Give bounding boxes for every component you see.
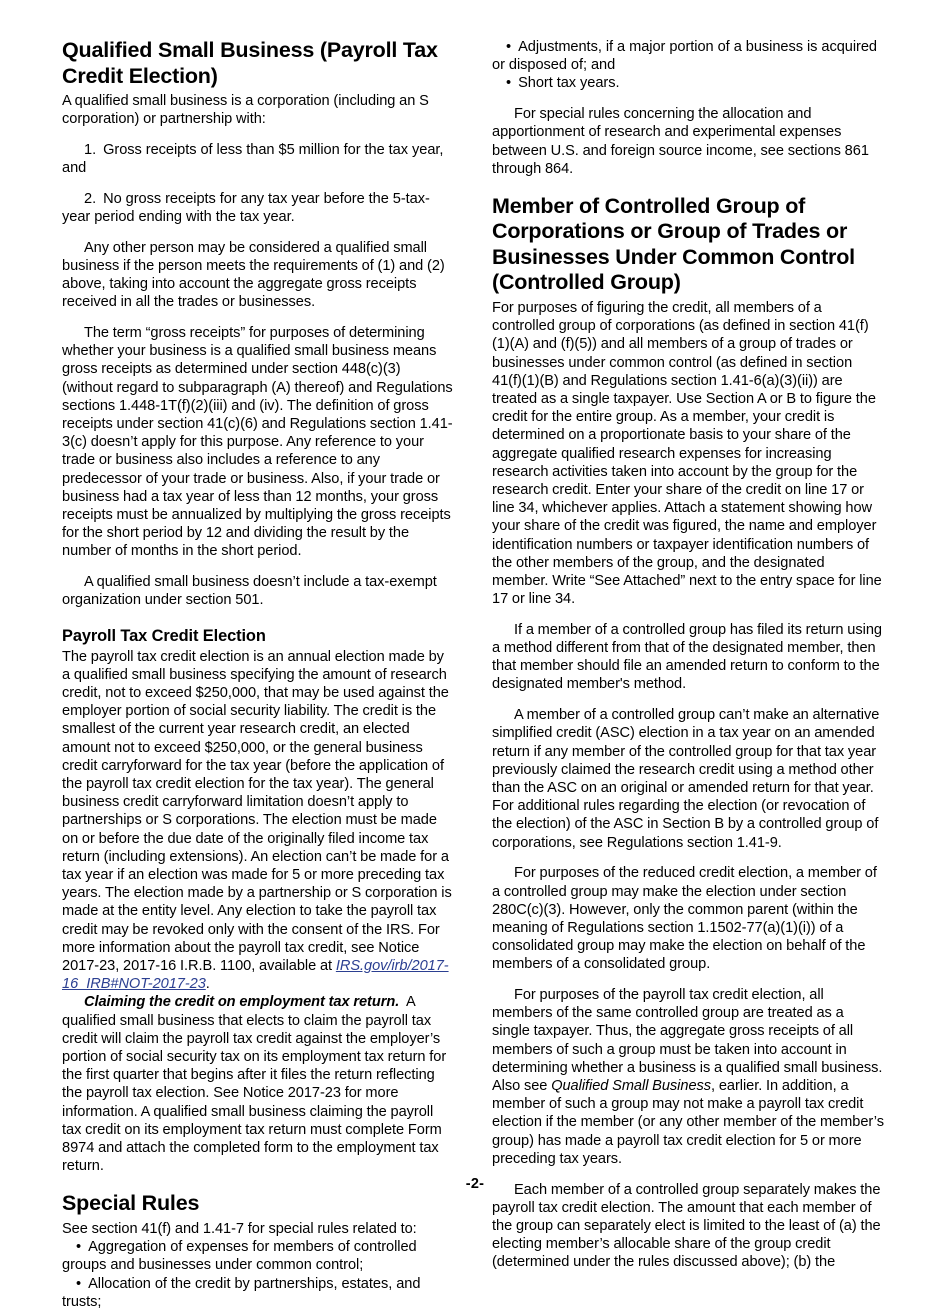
paragraph-asc-election: A member of a controlled group can’t make an alternative simplified credit (ASC) election in a tax year on an amended return if any member of the controlled group for that tax year previously claimed the research credit using a method other than the ASC on an original or amended return for that year. For additional rules regarding the election (or revocation of the election) of the ASC in Section B by a controlled group of corporations, see Regulations section 1.41-9. <box>492 707 880 851</box>
bullet-item-allocation <box>62 1275 454 1311</box>
bullet-item-short-tax-years-text: Short tax years. <box>518 75 620 92</box>
right-column <box>492 38 884 1272</box>
heading-controlled-group: Member of Controlled Group of Corporations or Group of Trades or Businesses Under Common Control (Controlled Group) <box>492 193 855 295</box>
bullet-item-allocation-text: Allocation of the credit by partnerships, estates, and trusts; <box>62 1275 421 1310</box>
page-number: -2- <box>465 1176 485 1192</box>
heading-qualified-small-business: Qualified Small Business (Payroll Tax Credit Election) <box>62 38 438 88</box>
paragraph-payroll-election-group <box>492 986 884 1168</box>
numbered-item-1-text: Gross receipts of less than $5 million for the tax year, and <box>62 141 444 177</box>
heading-payroll-tax-credit-election: Payroll Tax Credit Election <box>62 626 266 645</box>
paragraph-qsb-intro: A qualified small business is a corporation (including an S corporation) or partnership with: <box>62 93 429 128</box>
numbered-item-1-number: 1. <box>84 141 97 158</box>
paragraph-payroll-election-group-part1: For purposes of the payroll tax credit election, all members of the same controlled group are treated as a single taxpayer. Thus, the aggregate gross receipts of all members of such a group must be taken into account in determining whether a business is a qualified small business. Also see <box>492 987 883 1095</box>
paragraph-payroll-election-period: . <box>205 976 210 993</box>
bullet-dot-icon: • <box>76 1239 82 1256</box>
bullet-item-aggregation-text: Aggregation of expenses for members of controlled groups and businesses under common control; <box>62 1239 417 1274</box>
cross-reference-qualified-small-business: Qualified Small Business <box>551 1078 712 1095</box>
numbered-item-1 <box>62 141 454 177</box>
bullet-dot-icon: • <box>506 75 512 92</box>
numbered-item-2-number: 2. <box>84 190 97 207</box>
paragraph-each-member-election: Each member of a controlled group separately makes the payroll tax credit election. The amount that each member of the group can separately elect is limited to the least of (a) the electing member’s allocable share of the group credit (determined under the rules discussed above); (b) the <box>492 1181 881 1271</box>
bullet-dot-icon: • <box>506 39 512 55</box>
numbered-item-2-text: No gross receipts for any tax year before the 5-tax-year period ending with the tax year. <box>62 190 430 226</box>
paragraph-special-rules-intro: See section 41(f) and 1.41-7 for special rules related to: <box>62 1220 417 1237</box>
two-column-layout <box>62 38 900 1311</box>
runin-heading-claiming-credit: Claiming the credit on employment tax return. <box>84 994 400 1011</box>
bullet-item-short-tax-years <box>492 74 884 92</box>
paragraph-for-purposes-figuring-credit: For purposes of figuring the credit, all members of a controlled group of corporations (as defined in section 41(f)(1)(A) and (f)(5)) and all members of a group of trades or businesses under common control (as defined in section 41(f)(1)(B) and Regulations section 1.41-6(a)(3)(ii)) are treated as a single taxpayer. Use Section A or B to figure the credit for the entire group. As a member, your credit is determined on a proportionate basis to your share of the aggregate qualified research expenses for increasing research activities taken into account by the group for the research credit. Enter your share of the credit on line 17 or line 34, whichever applies. Attach a statement showing how your share of the credit was figured, the name and employer identification numbers or taxpayer identification numbers of the other members of the group, and the designated member. Write “See Attached” next to the entry space for line 17 or line 34. <box>492 299 882 608</box>
paragraph-claiming-credit-text: A qualified small business that elects to claim the payroll tax credit will claim the payroll tax credit against the employer’s portion of social security tax on its employment tax return for the first quarter that begins after it files the return reflecting the payroll tax election. See Notice 2017-23 for more information. A qualified small business claiming the payroll tax credit on its employment tax return must complete Form 8974 and attach the completed form to the employment tax return. <box>62 994 447 1175</box>
paragraph-payroll-election-group-part2: , earlier. In addition, a member of such a group may not make a payroll tax credit election if the member (or any other member of the member’s group) has made a payroll tax credit election for 5 or more preceding tax years. <box>492 1078 884 1167</box>
paragraph-claiming-credit <box>62 993 454 1175</box>
bullet-dot-icon: • <box>76 1275 82 1292</box>
left-column <box>62 38 454 1311</box>
irs-notice-link[interactable]: IRS.gov/irb/2017-16_IRB#NOT-2017-23 <box>62 958 449 993</box>
numbered-item-2 <box>62 190 454 226</box>
paragraph-payroll-election-text: The payroll tax credit election is an annual election made by a qualified small business specifying the amount of research credit, not to exceed $250,000, that may be used against the employer portion of social security liability. The credit is the smallest of the current year research credit, an elected amount not to exceed $250,000, or the general business credit carryforward for the tax year (before the application of the payroll tax credit election for the tax year). The general business credit carryforward limitation doesn’t apply to partnerships or S corporations. The election must be made on or before the due date of the originally filed income tax return (including extensions). An election can’t be made for a tax year if an election was made for 5 or more preceding tax years. The election made by a partnership or S corporation is made at the entity level. Any election to take the payroll tax credit may be revoked only with the consent of the IRS. For more information about the payroll tax credit, see Notice 2017-23, 2017-16 I.R.B. 1100, available at <box>62 648 452 975</box>
paragraph-payroll-election <box>62 648 454 994</box>
paragraph-gross-receipts-definition: The term “gross receipts” for purposes of determining whether your business is a qualified small business means gross receipts as determined under section 448(c)(3) (without regard to subparagraph (A) thereof) and Regulations sections 1.448-1T(f)(2)(iii) and (iv). The definition of gross receipts under section 41(c)(6) and Regulations section 1.41-3(c) doesn’t apply for this purpose. Any reference to your trade or business also includes a reference to any predecessor of your trade or business. Also, if your trade or business had a tax year of less than 12 months, your gross receipts must be annualized by multiplying the gross receipts for the short period by 12 and dividing the result by the number of months in the short period. <box>62 325 453 560</box>
bullet-item-adjustments-text: Adjustments, if a major portion of a business is acquired or disposed of; and <box>492 39 877 74</box>
bullet-item-adjustments <box>492 38 884 74</box>
paragraph-any-other-person: Any other person may be considered a qualified small business if the person meets the requirements of (1) and (2) above, taking into account the aggregate gross receipts received in all the trades or businesses. <box>62 239 445 311</box>
paragraph-reduced-credit-election: For purposes of the reduced credit election, a member of a controlled group may make the election under section 280C(c)(3). However, only the common parent (within the meaning of Regulations section 1.1502-77(a)(1)(i)) of a consolidated group may make the election on behalf of the members of a consolidated group. <box>492 865 877 973</box>
bullet-item-aggregation <box>62 1238 454 1274</box>
paragraph-filed-return-method: If a member of a controlled group has filed its return using a method different from that of the designated member, then that member should file an amended return to conform to the designated member's method. <box>492 621 882 693</box>
paragraph-tax-exempt-exclusion: A qualified small business doesn’t include a tax-exempt organization under section 501. <box>62 574 437 609</box>
paragraph-special-allocation-rules: For special rules concerning the allocation and apportionment of research and experimental expenses between U.S. and foreign source income, see sections 861 through 864. <box>492 106 869 177</box>
heading-special-rules: Special Rules <box>62 1191 200 1216</box>
